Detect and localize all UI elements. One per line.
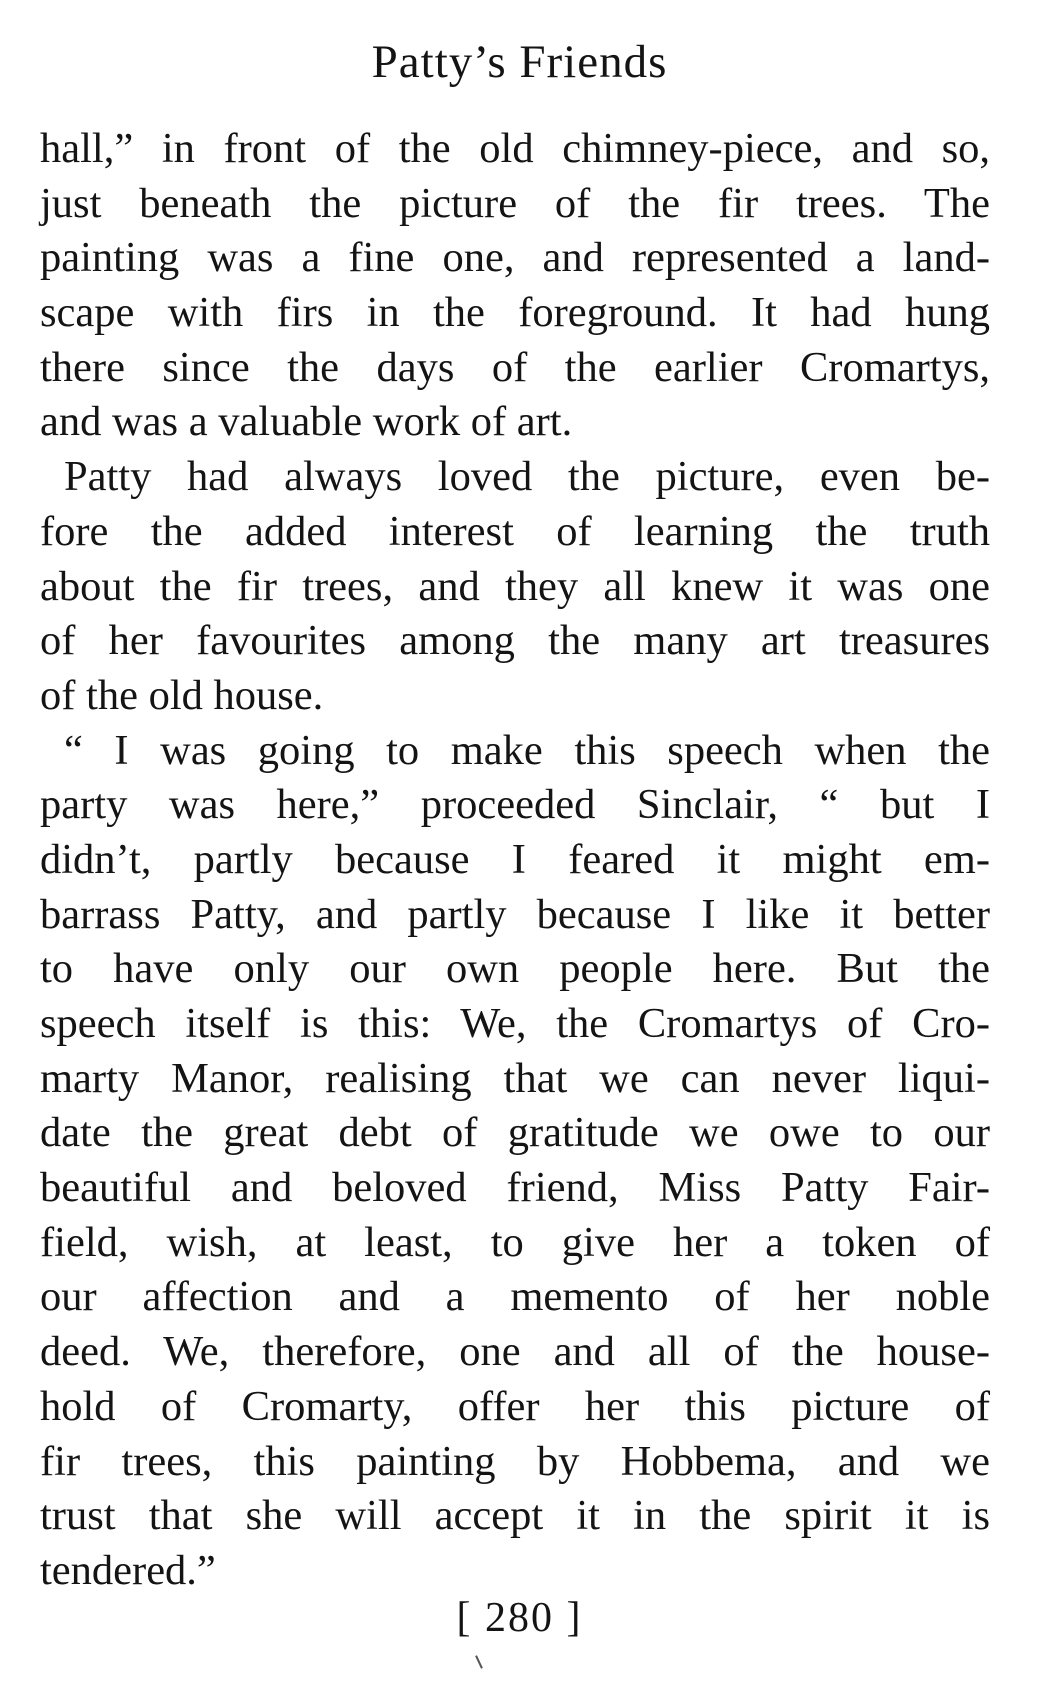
print-speck [475, 1655, 483, 1669]
text-line: Patty had always loved the picture, even be- [64, 453, 990, 501]
text-line: just beneath the picture of the fir trees. The [40, 179, 990, 227]
text-line: fir trees, this painting by Hobbema, and we [40, 1437, 990, 1485]
text-line: of her favourites among the many art treasures [40, 617, 990, 665]
text-line: to have only our own people here. But the [40, 945, 990, 993]
text-line: there since the days of the earlier Cromartys, [40, 343, 990, 391]
text-line: hold of Cromarty, offer her this picture of [40, 1382, 990, 1430]
body-text [40, 122, 990, 1599]
text-line: beautiful and beloved friend, Miss Patty Fair- [40, 1164, 990, 1212]
text-line: of the old house. [40, 671, 324, 719]
text-line: fore the added interest of learning the truth [40, 507, 990, 555]
running-title: Patty’s Friends [371, 36, 668, 88]
text-line: field, wish, at least, to give her a token of [40, 1218, 990, 1266]
text-line: deed. We, therefore, one and all of the house- [40, 1328, 990, 1376]
text-line: trust that she will accept it in the spirit it is [40, 1492, 990, 1540]
text-line: “ I was going to make this speech when the [64, 726, 990, 774]
text-line: scape with firs in the foreground. It had hung [40, 289, 990, 337]
text-line: our affection and a memento of her noble [40, 1273, 990, 1321]
text-line: painting was a fine one, and represented a land- [40, 234, 990, 282]
text-line: date the great debt of gratitude we owe to our [40, 1109, 990, 1157]
text-line: marty Manor, realising that we can never liqui- [40, 1054, 990, 1102]
text-line: barrass Patty, and partly because I like it better [40, 890, 990, 938]
text-line: speech itself is this: We, the Cromartys of Cro- [40, 1000, 990, 1047]
text-line: tendered.” [40, 1546, 216, 1594]
text-line: hall,” in front of the old chimney-piece, and so, [40, 125, 990, 172]
text-line: didn’t, partly because I feared it might em- [40, 835, 990, 883]
text-line: and was a valuable work of art. [40, 398, 573, 446]
text-line: party was here,” proceeded Sinclair, “ but I [40, 781, 990, 829]
text-line: about the fir trees, and they all knew it was one [40, 562, 990, 610]
page-number: [ 280 ] [456, 1595, 583, 1641]
